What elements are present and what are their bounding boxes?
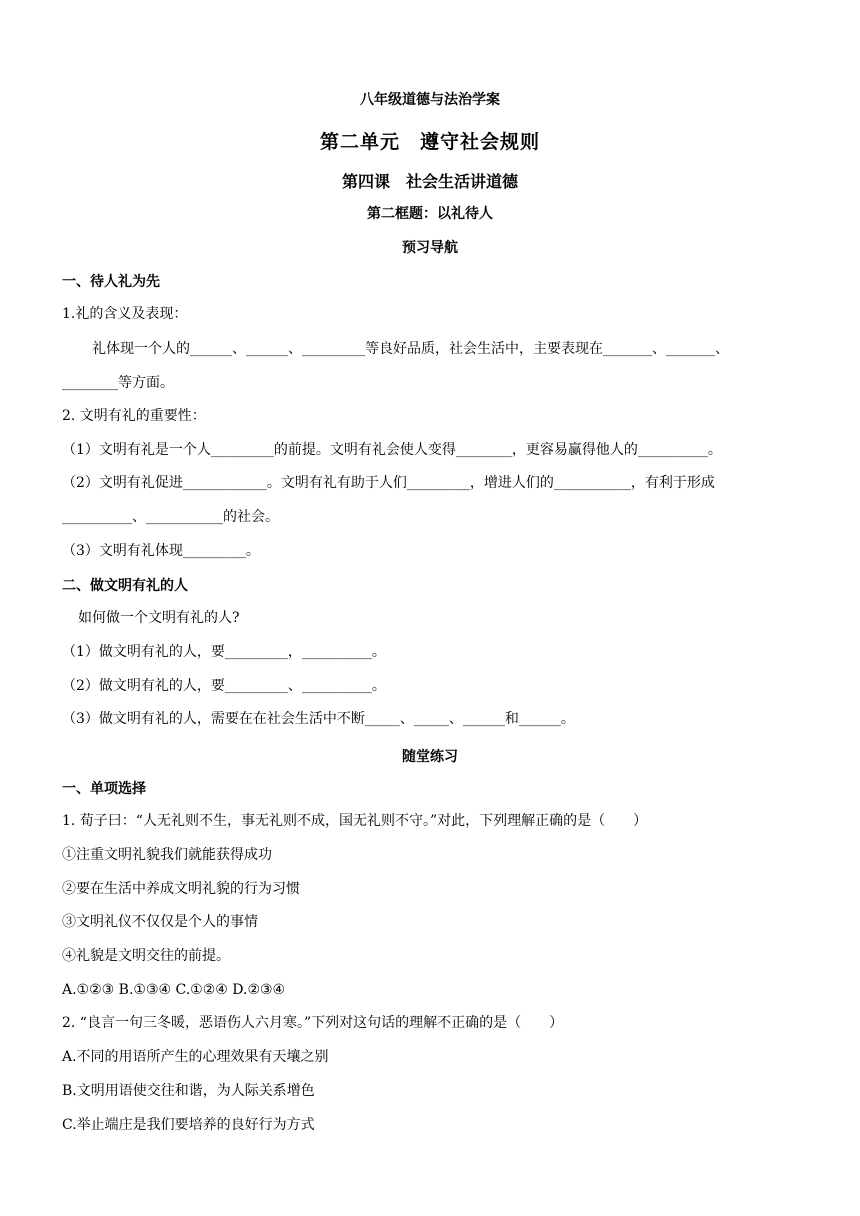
question-1-line2: ________等方面。 bbox=[62, 375, 174, 391]
part2-answer-3: （3）做文明有礼的人，需要在在社会生活中不断_____、_____、______和______。 bbox=[62, 711, 575, 727]
practice-q1-option: ③文明礼仪不仅仅是个人的事情 bbox=[62, 914, 258, 930]
practice-question-1: 1. 荀子曰：“人无礼则不生，事无礼则不成，国无礼则不守。”对此，下列理解正确的是（ ） bbox=[62, 813, 648, 829]
frame-title: 第二框题：以礼待人 bbox=[367, 206, 493, 222]
question-1: 1.礼的含义及表现： bbox=[62, 306, 188, 322]
part2-answer-1: （1）做文明有礼的人，要_________，__________。 bbox=[62, 644, 386, 660]
question-2-b: （2）文明有礼促进____________。文明有礼有助于人们_________，增进人们的___________，有利于形成 bbox=[62, 475, 715, 491]
practice-q2-option: A.不同的用语所产生的心理效果有天壤之别 bbox=[62, 1049, 329, 1065]
grade-title: 八年级道德与法治学案 bbox=[360, 92, 500, 108]
question-2-b2: __________、___________的社会。 bbox=[62, 509, 279, 525]
practice-q1-option: ④礼貌是文明交往的前提。 bbox=[62, 948, 230, 964]
question-2-a: （1）文明有礼是一个人_________的前提。文明有礼会使人变得________，更容易赢得他人的__________。 bbox=[62, 442, 722, 458]
question-2: 2. 文明有礼的重要性： bbox=[62, 408, 206, 424]
practice-question-2: 2. “良言一句三冬暖，恶语伤人六月寒。”下列对这句话的理解不正确的是（ ） bbox=[62, 1015, 564, 1031]
part2-question: 如何做一个文明有礼的人? bbox=[78, 610, 240, 626]
practice-q2-option: C.举止端庄是我们要培养的良好行为方式 bbox=[62, 1117, 315, 1133]
practice-q1-choices: A.①②③ B.①③④ C.①②④ D.②③④ bbox=[62, 982, 286, 998]
practice-q1-option: ①注重文明礼貌我们就能获得成功 bbox=[62, 847, 272, 863]
unit-title: 第二单元 遵守社会规则 bbox=[319, 131, 540, 153]
lesson-title: 第四课 社会生活讲道德 bbox=[341, 172, 518, 191]
practice-q1-option: ②要在生活中养成文明礼貌的行为习惯 bbox=[62, 881, 300, 897]
section-heading-practice: 一、单项选择 bbox=[62, 781, 146, 797]
question-1-line1: 礼体现一个人的______、______、_________等良好品质，社会生活中，主要表现在_______、_______、 bbox=[92, 341, 729, 357]
part2-answer-2: （2）做文明有礼的人，要_________、__________。 bbox=[62, 678, 386, 694]
preview-title: 预习导航 bbox=[402, 240, 458, 256]
practice-q2-option: B.文明用语使交往和谐，为人际关系增色 bbox=[62, 1083, 315, 1099]
section-heading-2: 二、做文明有礼的人 bbox=[62, 578, 188, 594]
section-heading-1: 一、待人礼为先 bbox=[62, 274, 160, 290]
practice-title: 随堂练习 bbox=[402, 749, 458, 765]
question-2-c: （3）文明有礼体现_________。 bbox=[62, 543, 260, 559]
